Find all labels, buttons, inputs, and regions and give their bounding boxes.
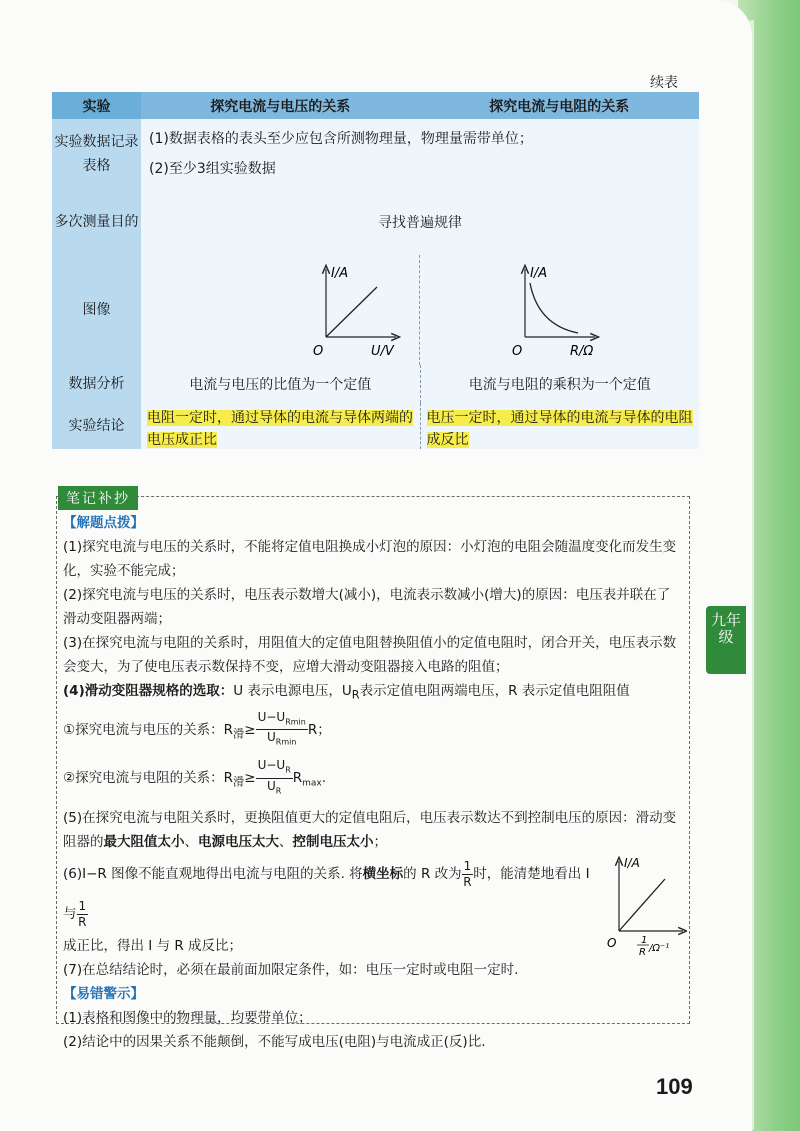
graph-right — [420, 255, 699, 365]
header-cell: 实验 — [52, 92, 141, 119]
conclusion-right-text: 电压一定时，通过导体的电流与导体的电阻成反比 — [426, 410, 693, 448]
origin-label: O — [512, 344, 523, 359]
x-axis-denominator: R — [639, 947, 646, 957]
formula-text: R； — [307, 721, 331, 738]
note-item: (1)探究电流与电压的关系时，不能将定值电阻换成小灯泡的原因：小灯泡的电阻会随温度变化而发生变化，实验不能完成； — [63, 539, 677, 579]
table-row-data-record — [52, 119, 699, 189]
y-axis-label: I/A — [624, 856, 640, 870]
analysis-right: 电流与电阻的乘积为一个定值 — [468, 377, 651, 393]
x-axis-label: U/V — [371, 344, 394, 359]
proportional-line — [326, 287, 377, 337]
row-label: 多次测量目的 — [52, 189, 141, 255]
row-label: 实验数据记录表格 — [52, 119, 141, 189]
x-axis-unit: /Ω⁻¹ — [649, 943, 670, 954]
fraction-denominator: R — [78, 914, 87, 929]
note-text: 时，能清楚地看出 I 与 — [63, 866, 590, 923]
note-text: (6)I−R 图像不能直观地得出电流与电阻的关系. 将 — [63, 866, 363, 883]
note-bold: 控制电压太小 — [292, 834, 374, 851]
graph-left — [141, 255, 420, 365]
purpose-cell — [141, 189, 699, 255]
formula-text: ≥ — [244, 721, 256, 738]
note-text: 的 R 改为 — [403, 866, 462, 883]
subscript: R — [275, 786, 282, 796]
note-bold: 电源电压太大 — [198, 834, 279, 851]
analysis-left: 电流与电压的比值为一个定值 — [141, 365, 421, 403]
note-item — [63, 679, 681, 708]
note-text: (5)在探究电流与电阻关系时，更换阻值更大的定值电阻后，电压表示数达不到控制电压的原因：滑动变阻器的 — [63, 810, 677, 851]
notes-box — [56, 496, 690, 1051]
note-item: (3)在探究电流与电阻的关系时，用阻值大的定值电阻替换阻值小的定值电阻时，闭合开关，电压表示数会变大，为了使电压表示数保持不变，应增大滑动变阻器接入电路的阻值； — [63, 635, 677, 675]
subscript: R — [285, 765, 291, 775]
proportional-line — [619, 879, 665, 931]
warning-item: (1)表格和图像中的物理量，均要带单位； — [63, 1010, 312, 1027]
formula-1 — [63, 708, 681, 757]
conclusion-cell — [141, 403, 699, 449]
current-inverse-resistance-graph — [597, 849, 687, 957]
note-text: 、 — [184, 834, 198, 851]
row-label: 数据分析 — [52, 365, 141, 403]
continued-label: 续表 — [650, 75, 678, 91]
x-axis-label: R/Ω — [570, 344, 594, 359]
page-number: 109 — [656, 1074, 693, 1099]
subscript: max — [302, 779, 322, 790]
formula-text: ①探究电流与电压的关系：R — [63, 721, 233, 738]
note-item — [63, 806, 681, 854]
fraction-numerator: U−U — [257, 709, 286, 724]
table-row-analysis — [52, 365, 699, 403]
table-row-purpose — [52, 189, 699, 255]
data-record-cell — [141, 119, 699, 189]
warnings-heading: 【易错警示】 — [63, 986, 144, 1003]
note-item: (7)在总结结论时，必须在最前面加限定条件，如：电压一定时或电阻一定时. — [63, 962, 519, 979]
subscript: Rmin — [285, 717, 306, 727]
grade-side-tab: 九年级 — [706, 606, 746, 674]
header-cell: 探究电流与电阻的关系 — [419, 92, 699, 119]
table-row-conclusion — [52, 403, 699, 449]
note-text: ； — [373, 834, 387, 851]
fraction-denominator: R — [463, 874, 472, 889]
fraction — [77, 899, 89, 930]
conclusion-left-text: 电阻一定时，通过导体的电流与导体两端的电压成正比 — [147, 410, 413, 448]
fraction — [256, 758, 293, 798]
table-row-graph — [52, 255, 699, 365]
fraction-numerator: 1 — [78, 898, 87, 913]
note-bold: (4)滑动变阻器规格的选取： — [63, 683, 234, 699]
y-axis-label: I/A — [331, 266, 349, 281]
header-cell: 探究电流与电压的关系 — [141, 92, 419, 119]
current-voltage-graph — [141, 255, 419, 365]
fraction — [462, 859, 474, 890]
fraction-numerator: 1 — [463, 858, 472, 873]
current-resistance-graph — [420, 255, 699, 365]
subscript: Rmin — [275, 737, 297, 747]
note-6-block — [63, 854, 603, 982]
purpose-text: 寻找普遍规律 — [378, 215, 462, 231]
note-item — [63, 854, 603, 934]
origin-label: O — [313, 344, 324, 359]
y-axis-label: I/A — [530, 266, 548, 281]
subscript: R — [351, 688, 360, 702]
data-record-line: (2)至少3组实验数据 — [149, 161, 276, 177]
table-header-row — [52, 92, 699, 119]
notes-title: 笔记补抄 — [58, 486, 138, 510]
formula-text: ②探究电流与电阻的关系：R — [63, 770, 233, 787]
formula-2 — [63, 756, 681, 806]
fraction-numerator: U−U — [257, 758, 286, 773]
note-bold: 最大阻值太小 — [103, 834, 185, 851]
subscript: 滑 — [232, 776, 245, 790]
inverse-curve — [530, 283, 578, 333]
fraction-denominator: U — [266, 730, 276, 745]
analysis-cell — [141, 365, 699, 403]
fraction — [256, 710, 308, 750]
row-label: 图像 — [52, 255, 141, 365]
fraction-denominator: U — [266, 778, 276, 793]
conclusion-left — [141, 403, 421, 449]
note-item: 成正比，得出 I 与 R 成反比； — [63, 938, 243, 955]
note-text: U 表示电源电压，U — [233, 683, 352, 699]
formula-text: . — [321, 770, 327, 787]
experiment-table — [52, 92, 699, 449]
note-bold: 横坐标 — [362, 866, 404, 883]
subscript: 滑 — [232, 727, 245, 741]
origin-label: O — [607, 936, 617, 950]
formula-text: R — [292, 770, 303, 787]
graph-cell — [141, 255, 699, 365]
conclusion-right — [421, 403, 700, 449]
tips-heading: 【解题点拨】 — [63, 515, 144, 531]
x-axis-numerator: 1 — [641, 935, 648, 946]
row-label: 实验结论 — [52, 403, 141, 449]
formula-text: ≥ — [244, 770, 256, 787]
data-record-line: (1)数据表格的表头至少应包含所测物理量，物理量需带单位； — [149, 131, 533, 147]
note-text: 、 — [279, 834, 293, 851]
note-text: 表示定值电阻两端电压，R 表示定值电阻阻值 — [359, 683, 630, 699]
warning-item: (2)结论中的因果关系不能颠倒，不能写成电压(电阻)与电流成正(反)比. — [63, 1034, 486, 1051]
note-item: (2)探究电流与电压的关系时，电压表示数增大(减小)，电流表示数减小(增大)的原因：电压表并联在了滑动变阻器两端； — [63, 587, 671, 627]
